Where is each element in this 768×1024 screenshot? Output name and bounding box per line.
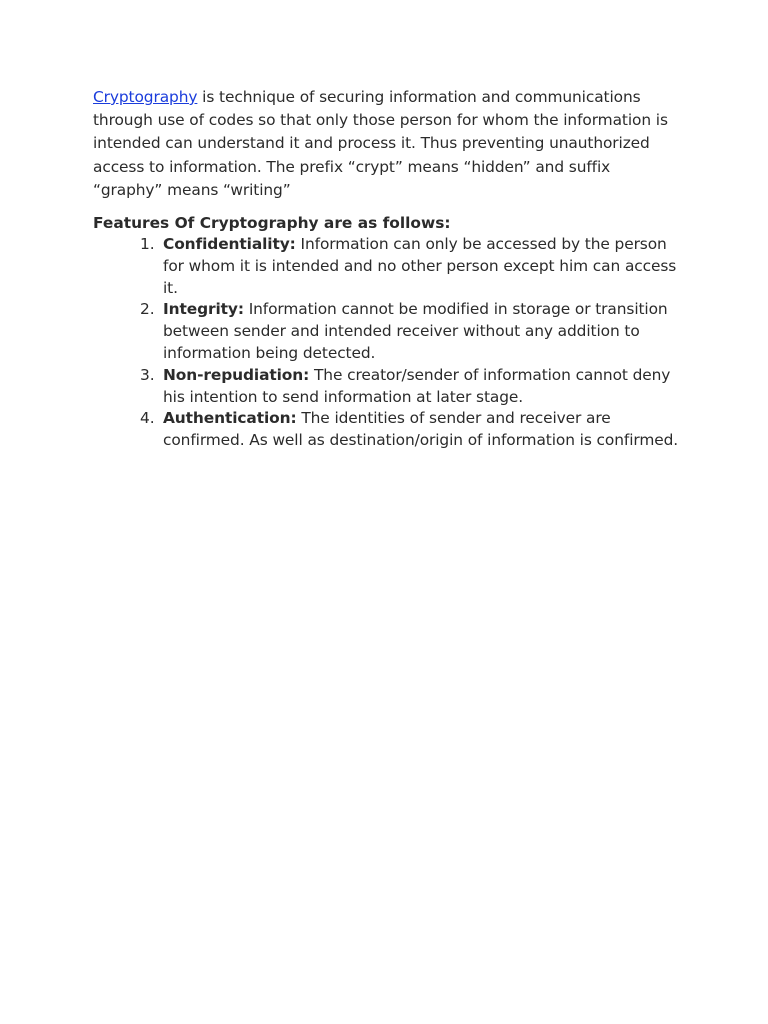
list-number: 3.: [140, 365, 155, 384]
list-number: 2.: [140, 300, 155, 319]
feature-description: Information can only be accessed by the person for whom it is intended and no other person except him can access it.: [163, 235, 677, 297]
features-list: [93, 234, 683, 452]
feature-item-integrity: [93, 299, 683, 364]
document-page: [93, 86, 683, 452]
list-number: 4.: [140, 409, 155, 428]
feature-term: Integrity:: [163, 300, 244, 319]
intro-paragraph: [93, 86, 683, 202]
feature-term: Authentication:: [163, 409, 297, 428]
features-heading: Features Of Cryptography are as follows:: [93, 214, 451, 233]
feature-item-non-repudiation: [93, 365, 683, 409]
feature-description: The creator/sender of information cannot deny his intention to send information at later stage.: [163, 365, 671, 406]
intro-text: is technique of securing information and communications through use of codes so that only those person for whom the information is intended can understand it and process it. Thus preventing unauthorized access to information. The prefix “crypt” means “hidden” and suffix “graphy” means “writing”: [93, 88, 668, 199]
feature-item-confidentiality: [93, 234, 683, 299]
feature-item-authentication: [93, 408, 683, 452]
feature-description: Information cannot be modified in storage or transition between sender and intended receiver without any addition to information being detected.: [163, 300, 668, 362]
list-number: 1.: [140, 235, 155, 254]
feature-term: Non-repudiation:: [163, 365, 310, 384]
feature-term: Confidentiality:: [163, 235, 296, 254]
cryptography-link[interactable]: Cryptography: [93, 88, 198, 106]
feature-description: The identities of sender and receiver are confirmed. As well as destination/origin of information is confirmed.: [163, 409, 679, 450]
